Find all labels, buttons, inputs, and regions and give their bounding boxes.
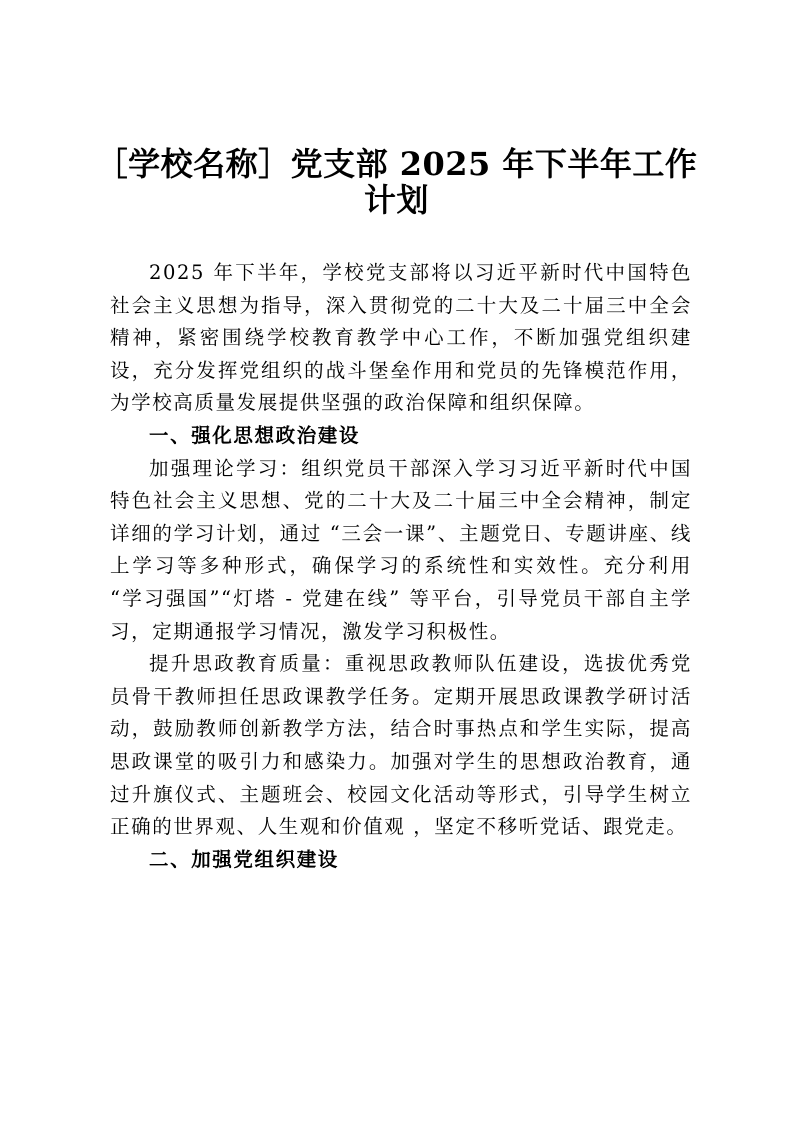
ideological-education-paragraph: 提升思政教育质量：重视思政教师队伍建设，选拔优秀党员骨干教师担任思政课教学任务。定期开展思政课教学研讨活动，鼓励教师创新教学方法，结合时事热点和学生实际，提高思政课堂的吸引力和感染力。加强对学生的思想政治教育，通过升旗仪式、主题班会、校园文化活动等形式，引导学生树立正确的世界观、人生观和价值观 ，坚定不移听党话、跟党走。: [110, 652, 692, 839]
theory-study-paragraph: 加强理论学习：组织党员干部深入学习习近平新时代中国特色社会主义思想、党的二十大及二十届三中全会精神，制定详细的学习计划，通过 “三会一课”、主题党日、专题讲座、线上学习等多种形式，确保学习的系统性和实效性。充分利用 “学习强国”“灯塔 - 党建在线” 等平台，引导党员干部自主学习，定期通报学习情况，激发学习积极性。: [110, 456, 692, 643]
section-heading-2: 二、加强党组织建设: [149, 847, 339, 871]
intro-paragraph: 2025 年下半年，学校党支部将以习近平新时代中国特色社会主义思想为指导，深入贯彻党的二十大及二十届三中全会精神，紧密围绕学校教育教学中心工作，不断加强党组织建设，充分发挥党组织的战斗堡垒作用和党员的先锋模范作用，为学校高质量发展提供坚强的政治保障和组织保障。: [110, 261, 692, 415]
section-heading-1: 一、强化思想政治建设: [149, 423, 361, 447]
document-body: [110, 257, 692, 876]
document-title: ［学校名称］党支部 2025 年下半年工作计划: [95, 145, 698, 219]
